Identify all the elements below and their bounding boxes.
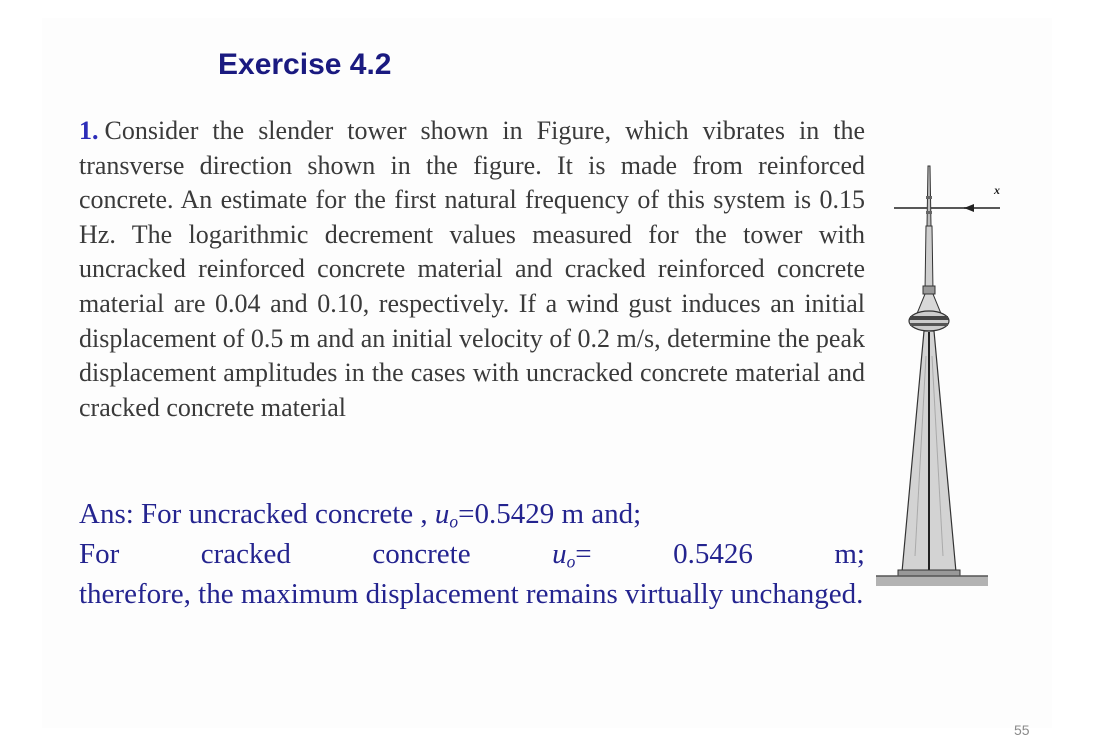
question-text: Consider the slender tower shown in Figure, which vibrates in the transverse direction shown in the figure. It is made from reinforced concrete. An estimate for the first natural frequency of this system is 0.15 Hz. The logarithmic decrement values measured for the tower with uncracked reinforced concrete material and cracked reinforced concrete material are 0.04 and 0.10, respectively. If a wind gust induces an initial displacement of 0.5 m and an initial velocity of 0.2 m/s, determine the peak displacement amplitudes in the cases with uncracked concrete material and cracked concrete material (79, 116, 865, 422)
answer-block (79, 494, 865, 614)
displacement-symbol: u (434, 498, 450, 530)
answer-unit: m; (834, 538, 865, 570)
displacement-subscript-2: o (566, 551, 576, 572)
answer-prefix: Ans: For uncracked concrete , (79, 498, 428, 530)
question-number: 1. (79, 116, 99, 145)
cn-tower-icon (876, 166, 988, 586)
answer-cracked-value: 0.5426 (673, 538, 753, 570)
page-number: 55 (1014, 722, 1030, 738)
transverse-arrow-icon (894, 204, 1000, 212)
displacement-subscript: o (449, 511, 459, 532)
axis-label-x: x (994, 183, 1000, 197)
answer-cracked-symbol (552, 534, 592, 574)
tower-figure (870, 156, 1000, 606)
answer-uncracked-value: =0.5429 m and; (458, 498, 642, 530)
answer-word-concrete: concrete (372, 538, 471, 570)
answer-equals: = (575, 538, 592, 570)
answer-word-cracked: cracked (200, 538, 291, 570)
answer-conclusion: therefore, the maximum displacement remains virtually unchanged. (79, 578, 864, 610)
question-paragraph (79, 114, 865, 425)
answer-line-cracked (79, 534, 865, 574)
answer-line-uncracked (79, 494, 865, 534)
displacement-symbol-2: u (552, 538, 567, 570)
answer-word-for: For (79, 538, 120, 570)
exercise-title: Exercise 4.2 (218, 48, 392, 81)
